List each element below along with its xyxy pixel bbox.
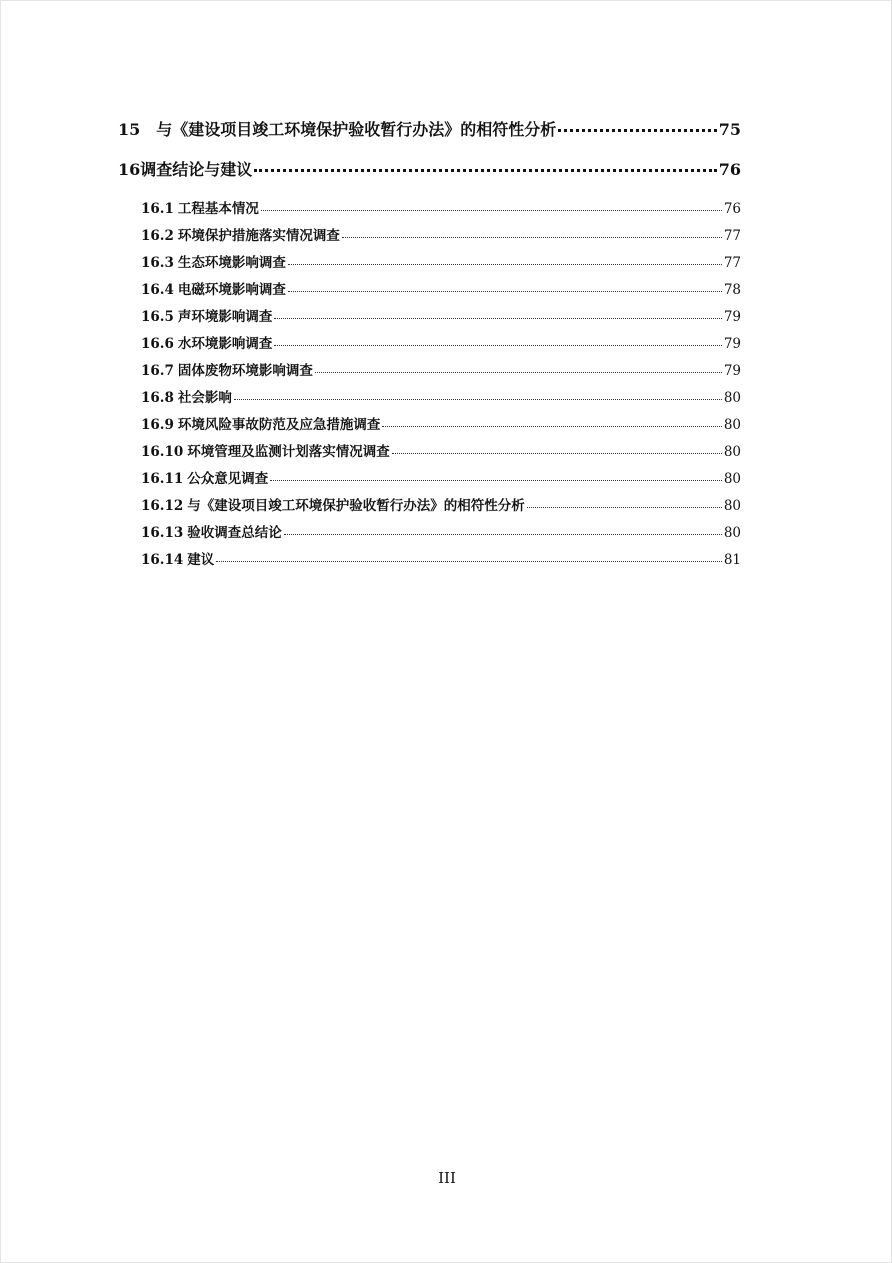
toc-dot-leader — [558, 126, 716, 132]
toc-entry-number: 16.2 — [141, 228, 174, 244]
toc-dot-leader — [270, 478, 722, 481]
toc-entry-page: 79 — [723, 363, 741, 379]
toc-entry-number: 16.8 — [141, 390, 174, 406]
toc-entry-number: 16.14 — [141, 552, 184, 568]
toc-entry-number: 16.1 — [141, 201, 174, 217]
toc-entry-16-5[interactable] — [141, 305, 741, 323]
toc-entry-16-9[interactable] — [141, 413, 741, 431]
toc-dot-leader — [288, 289, 722, 292]
toc-dot-leader — [216, 559, 722, 562]
toc-dot-leader — [234, 397, 722, 400]
toc-entry-page: 81 — [723, 552, 741, 568]
toc-dot-leader — [288, 262, 722, 265]
toc-entry-16-6[interactable] — [141, 332, 741, 350]
toc-entry-16-13[interactable] — [141, 521, 741, 539]
toc-dot-leader — [274, 343, 721, 346]
toc-entry-number: 16.6 — [141, 336, 174, 352]
toc-entry-page: 77 — [723, 228, 741, 244]
toc-entry-16-12[interactable] — [141, 494, 741, 512]
toc-entry-title: 与《建设项目竣工环境保护验收暂行办法》的相符性分析 — [187, 498, 525, 514]
toc-entry-page: 80 — [723, 525, 741, 541]
toc-entry-16[interactable] — [118, 157, 741, 179]
toc-dot-leader — [254, 166, 716, 172]
page-number-footer: III — [438, 1169, 456, 1187]
toc-entry-number: 16.13 — [141, 525, 184, 541]
toc-entry-16-3[interactable] — [141, 251, 741, 269]
toc-entry-16-4[interactable] — [141, 278, 741, 296]
toc-entry-title: 声环境影响调查 — [177, 309, 273, 325]
toc-entry-title: 验收调查总结论 — [187, 525, 282, 541]
toc-entry-number: 16.5 — [141, 309, 174, 325]
toc-entry-page: 78 — [723, 282, 741, 298]
toc-entry-title: 调查结论与建议 — [140, 160, 253, 179]
toc-dot-leader — [315, 370, 722, 373]
toc-entry-title: 社会影响 — [177, 390, 232, 406]
toc-entry-title: 工程基本情况 — [177, 201, 259, 217]
toc-entry-title: 公众意见调查 — [187, 471, 269, 487]
toc-dot-leader — [274, 316, 721, 319]
toc-entry-page: 76 — [718, 160, 741, 179]
toc-entry-number: 16.11 — [141, 471, 184, 487]
toc-entry-title: 环境风险事故防范及应急措施调查 — [177, 417, 381, 433]
toc-entry-page: 80 — [723, 390, 741, 406]
toc-entry-16-1[interactable] — [141, 197, 741, 215]
toc-dot-leader — [342, 235, 722, 238]
toc-entry-16-7[interactable] — [141, 359, 741, 377]
toc-dot-leader — [284, 532, 722, 535]
toc-entry-15[interactable] — [118, 117, 741, 139]
toc-entry-page: 77 — [723, 255, 741, 271]
toc-dot-leader — [392, 451, 722, 454]
toc-entry-title: 固体废物环境影响调查 — [177, 363, 313, 379]
toc-entry-number: 16.3 — [141, 255, 174, 271]
toc-entry-16-11[interactable] — [141, 467, 741, 485]
toc-dot-leader — [261, 208, 722, 211]
toc-entry-title: 环境管理及监测计划落实情况调查 — [187, 444, 390, 460]
toc-entry-16-14[interactable] — [141, 548, 741, 566]
toc-entry-title: 生态环境影响调查 — [177, 255, 286, 271]
toc-entry-number: 16 — [118, 160, 141, 179]
toc-entry-page: 75 — [718, 120, 741, 139]
toc-dot-leader — [527, 505, 722, 508]
toc-entry-number: 16.4 — [141, 282, 174, 298]
toc-entry-page: 79 — [723, 336, 741, 352]
toc-entry-page: 80 — [723, 498, 741, 514]
toc-entry-title: 建议 — [187, 552, 215, 568]
toc-entry-title: 环境保护措施落实情况调查 — [177, 228, 340, 244]
toc-entry-number: 16.10 — [141, 444, 184, 460]
toc-entry-16-2[interactable] — [141, 224, 741, 242]
toc-dot-leader — [382, 424, 721, 427]
toc-entry-page: 80 — [723, 417, 741, 433]
toc-entry-page: 76 — [723, 201, 741, 217]
toc-entry-page: 79 — [723, 309, 741, 325]
toc-entry-number: 16.12 — [141, 498, 184, 514]
toc-entry-page: 80 — [723, 471, 741, 487]
toc-entry-page: 80 — [723, 444, 741, 460]
toc-entry-number: 16.7 — [141, 363, 174, 379]
toc-entry-title: 水环境影响调查 — [177, 336, 273, 352]
toc-entry-title: 与《建设项目竣工环境保护验收暂行办法》的相符性分析 — [156, 120, 557, 139]
toc-entry-16-10[interactable] — [141, 440, 741, 458]
toc-entry-number: 15 — [118, 120, 141, 139]
toc-entry-16-8[interactable] — [141, 386, 741, 404]
toc-entry-title: 电磁环境影响调查 — [177, 282, 286, 298]
toc-entry-number: 16.9 — [141, 417, 174, 433]
